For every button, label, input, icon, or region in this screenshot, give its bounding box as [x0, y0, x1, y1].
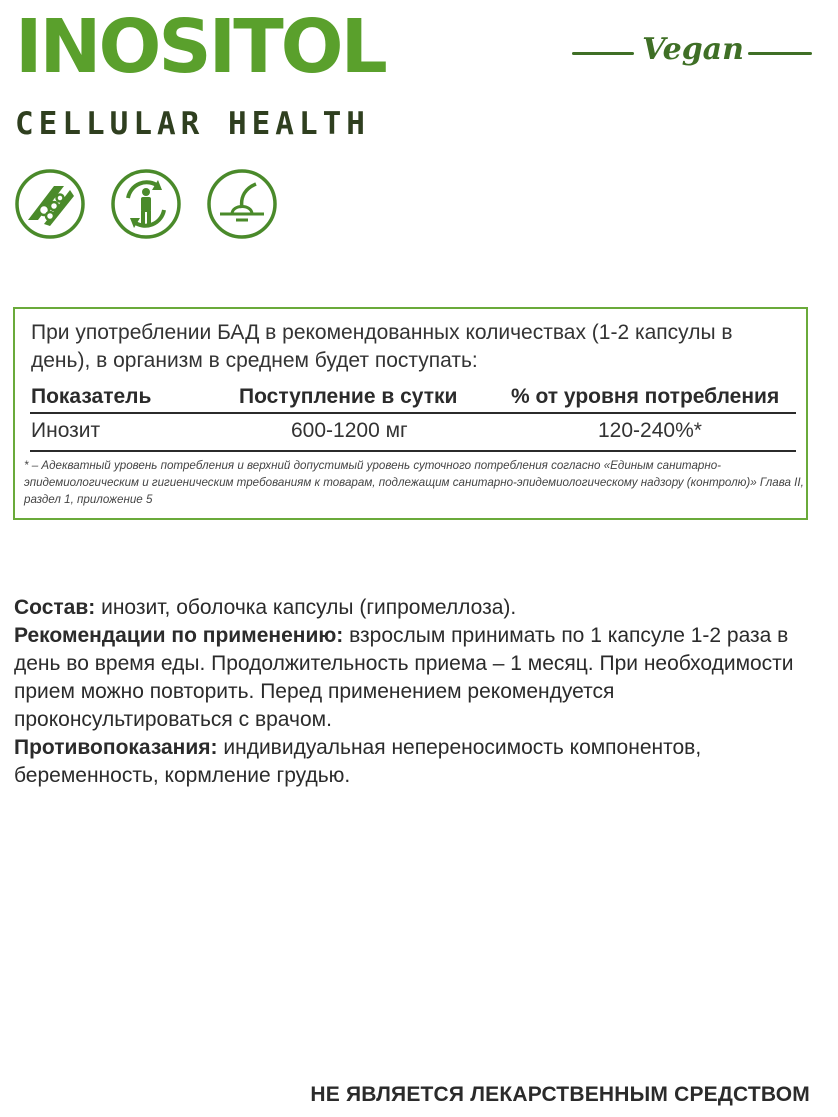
- intake-intro-text: При употреблении БАД в рекомендованных количествах (1-2 капсулы в день), в организм в среднем будет поступать:: [31, 321, 733, 372]
- column-header-indicator: Показатель: [31, 385, 152, 408]
- contraindications-text: индивидуальная непереносимость компонентов, беременность, кормление грудью.: [14, 736, 702, 787]
- cell-indicator: Инозит: [31, 419, 101, 442]
- column-header-percent: % от уровня потребления: [511, 385, 780, 408]
- body-cycle-icon: [110, 168, 182, 240]
- composition-paragraph: [14, 594, 814, 622]
- vegan-badge: [572, 30, 812, 74]
- not-medicine-notice: НЕ ЯВЛЯЕТСЯ ЛЕКАРСТВЕННЫМ СРЕДСТВОМ: [310, 1083, 810, 1106]
- vegan-line-right: [748, 52, 812, 55]
- product-title: INOSITOL: [15, 4, 385, 90]
- table-bottom-line: [30, 450, 796, 452]
- cell-percent: 120-240%*: [598, 419, 702, 442]
- table-divider: [30, 412, 796, 414]
- footnote: * – Адекватный уровень потребления и верхний допустимый уровень суточного потребления согласно «Единым санитарно-эпидемиологическим и гигиеническим требованиям к товарам, подлежащим санитарно-эпидемиологическому надзору (контролю)» Глава II, раздел 1, приложение 5: [24, 459, 804, 506]
- recommendations-text: взрослым принимать по 1 капсуле 1-2 раза в день во время еды. Продолжительность приема – 1 месяц. При необходимости прием можно повторить. Перед применением рекомендуется проконсультироваться с врачом.: [14, 624, 794, 731]
- hair-follicle-icon: [206, 168, 278, 240]
- product-description: [14, 594, 814, 790]
- composition-text: инозит, оболочка капсулы (гипромеллоза).: [95, 596, 517, 619]
- contraindications-paragraph: [14, 734, 814, 790]
- contraindications-label: Противопоказания:: [14, 736, 218, 759]
- vegan-label: Vegan: [642, 32, 744, 67]
- recommendations-paragraph: [14, 622, 814, 734]
- cells-vessel-icon: [14, 168, 86, 240]
- cell-daily-intake: 600-1200 мг: [291, 419, 408, 442]
- column-header-daily-intake: Поступление в сутки: [239, 385, 458, 408]
- vegan-line-left: [572, 52, 634, 55]
- recommendations-label: Рекомендации по применению:: [14, 624, 344, 647]
- composition-label: Состав:: [14, 596, 96, 619]
- intake-info-box: [13, 307, 808, 520]
- product-tagline: CELLULAR HEALTH: [15, 106, 370, 142]
